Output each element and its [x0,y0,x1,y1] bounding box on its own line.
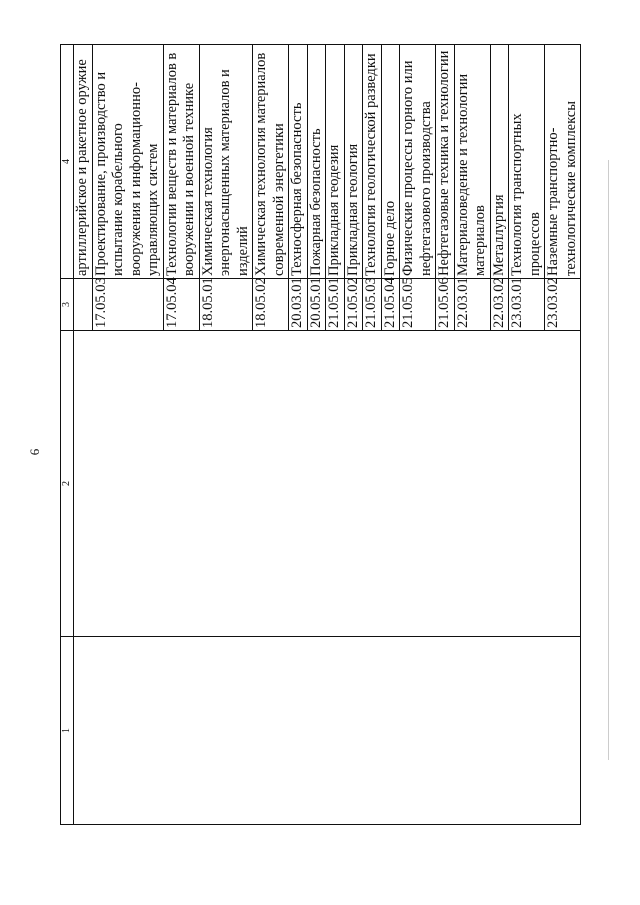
specialty-name: Нефтегазовые техника и технологии [436,45,455,279]
specialty-code: 22.03.02 [490,279,509,331]
specialty-name: Наземные транспортно-технологические комплексы [545,45,581,279]
specialty-code: 21.05.02 [344,279,363,331]
specialty-code: 21.05.01 [326,279,345,331]
specialty-code: 18.05.01 [199,279,253,331]
table-row [74,45,93,825]
specialty-name: Технология транспортных процессов [509,45,545,279]
rotated-table-container [60,45,579,825]
specialty-code: 22.03.01 [454,279,490,331]
specialty-name: Прикладная геология [344,45,363,279]
specialty-name: артиллерийское и ракетное оружие [74,45,93,279]
column-header-1: 1 [61,637,74,825]
specialty-code: 21.05.04 [381,279,400,331]
empty-cell-col-1 [74,637,581,825]
specialty-code: 20.05.01 [307,279,326,331]
specialty-code: 18.05.02 [253,279,289,331]
specialty-name: Прикладная геодезия [326,45,345,279]
table-header [61,45,74,825]
table-body [74,45,581,825]
specialty-name: Физические процессы горного или нефтегазового производства [400,45,436,279]
specialty-name: Материаловедение и технологии материалов [454,45,490,279]
specialty-name: Техносферная безопасность [289,45,308,279]
specialty-name: Химическая технология энергонасыщенных материалов и изделий [199,45,253,279]
specialty-code: 23.03.02 [545,279,581,331]
column-header-2: 2 [61,331,74,637]
specialties-table [60,44,581,825]
specialty-code: 21.05.05 [400,279,436,331]
column-header-4: 4 [61,45,74,279]
page-number: 6 [27,448,42,456]
scan-edge-line [608,160,609,760]
specialty-code [74,279,93,331]
specialty-code: 21.05.03 [363,279,382,331]
specialty-name: Пожарная безопасность [307,45,326,279]
column-header-3: 3 [61,279,74,331]
specialty-name: Технологии веществ и материалов в вооружении и военной технике [163,45,199,279]
empty-cell-col-2 [74,331,581,637]
specialty-code: 23.03.01 [509,279,545,331]
specialty-name: Технология геологической разведки [363,45,382,279]
specialty-name: Химическая технология материалов современной энергетики [253,45,289,279]
specialty-code: 21.05.06 [436,279,455,331]
specialty-name: Горное дело [381,45,400,279]
specialty-name: Проектирование, производство и испытание корабельного вооружения и информационно-управляющих систем [92,45,163,279]
specialty-code: 20.03.01 [289,279,308,331]
specialty-name: Металлургия [490,45,509,279]
specialty-code: 17.05.04 [163,279,199,331]
specialty-code: 17.05.03 [92,279,163,331]
